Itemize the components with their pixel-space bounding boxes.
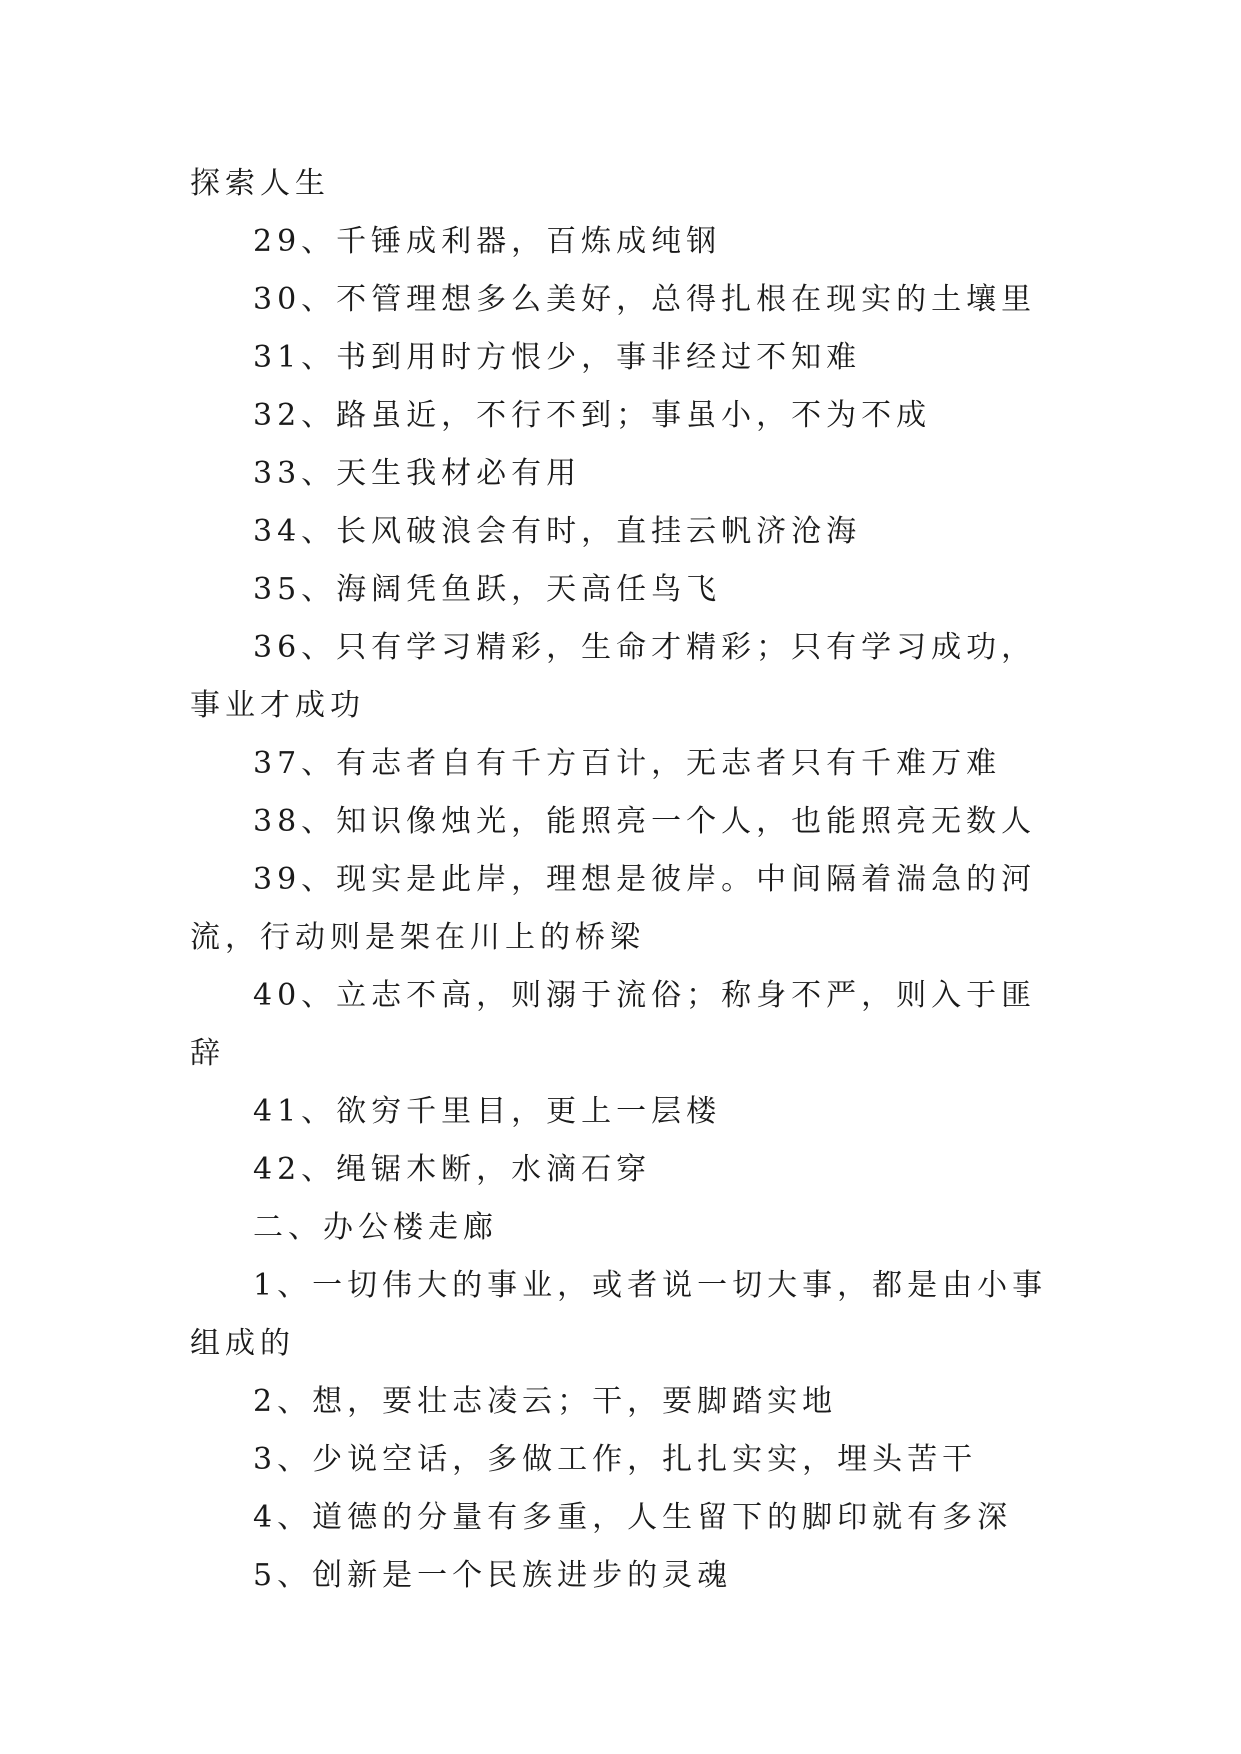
list-item-3: 3、少说空话，多做工作，扎扎实实，埋头苦干 bbox=[253, 1442, 978, 1477]
list-item-36: 36、只有学习精彩，生命才精彩；只有学习成功，事业才成功 bbox=[190, 630, 1037, 723]
list-item-37: 37、有志者自有千方百计，无志者只有千难万难 bbox=[253, 746, 1002, 781]
list-item-5: 5、创新是一个民族进步的灵魂 bbox=[253, 1558, 733, 1593]
section-heading: 二、办公楼走廊 bbox=[253, 1210, 498, 1245]
paragraph-continuation: 探索人生 bbox=[190, 166, 330, 201]
list-item-33: 33、天生我材必有用 bbox=[253, 456, 582, 491]
list-item-4: 4、道德的分量有多重，人生留下的脚印就有多深 bbox=[253, 1500, 1013, 1535]
list-item-1: 1、一切伟大的事业，或者说一切大事，都是由小事组成的 bbox=[190, 1268, 1048, 1361]
list-item-32: 32、路虽近，不行不到；事虽小，不为不成 bbox=[253, 398, 932, 433]
list-item-42: 42、绳锯木断，水滴石穿 bbox=[253, 1152, 652, 1187]
list-item-39: 39、现实是此岸，理想是彼岸。中间隔着湍急的河流，行动则是架在川上的桥梁 bbox=[190, 862, 1037, 955]
list-item-38: 38、知识像烛光，能照亮一个人，也能照亮无数人 bbox=[253, 804, 1037, 839]
list-item-41: 41、欲穷千里目，更上一层楼 bbox=[253, 1094, 722, 1129]
list-item-2: 2、想，要壮志凌云；干，要脚踏实地 bbox=[253, 1384, 838, 1419]
list-item-40: 40、立志不高，则溺于流俗；称身不严，则入于匪辞 bbox=[190, 978, 1037, 1071]
list-item-29: 29、千锤成利器，百炼成纯钢 bbox=[253, 224, 722, 259]
list-item-34: 34、长风破浪会有时，直挂云帆济沧海 bbox=[253, 514, 862, 549]
list-item-30: 30、不管理想多么美好，总得扎根在现实的土壤里 bbox=[253, 282, 1037, 317]
list-item-31: 31、书到用时方恨少，事非经过不知难 bbox=[253, 340, 862, 375]
document-body bbox=[190, 155, 1060, 1605]
list-item-35: 35、海阔凭鱼跃，天高任鸟飞 bbox=[253, 572, 722, 607]
